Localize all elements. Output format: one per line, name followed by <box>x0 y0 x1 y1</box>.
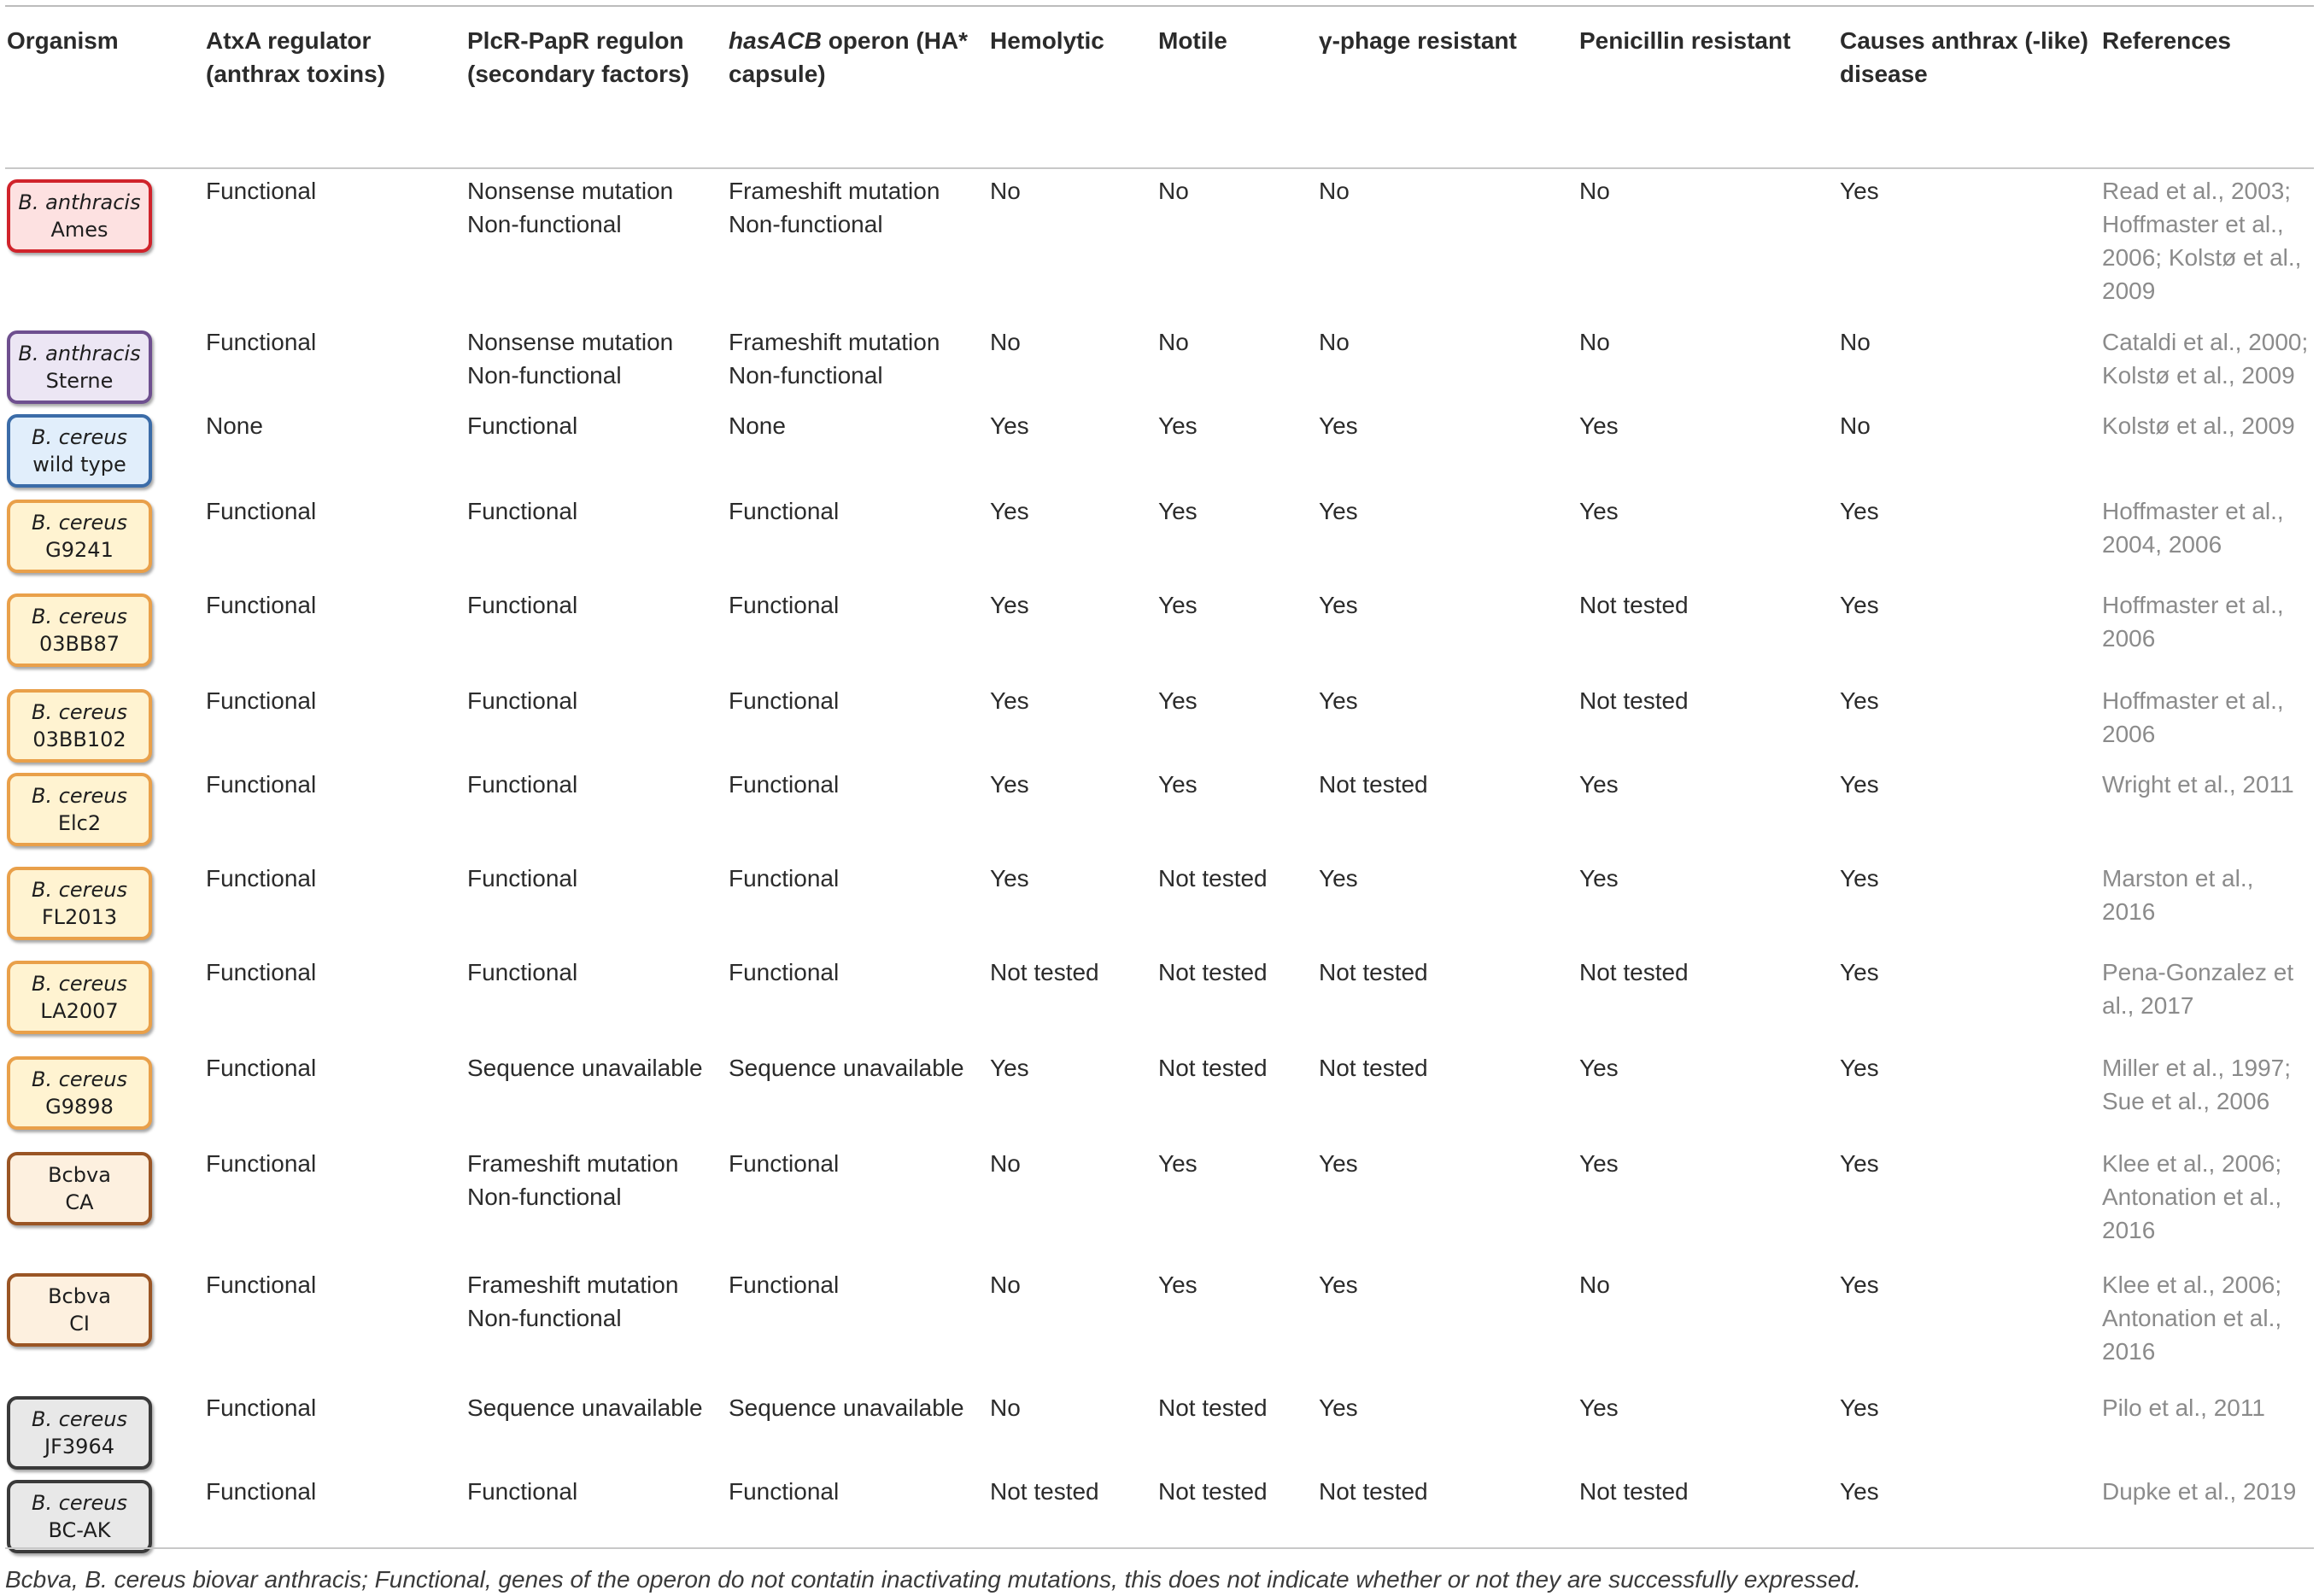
hemolytic-cell: Yes <box>990 592 1029 618</box>
hasacb-cell: Frameshift mutation Non-functional <box>729 178 940 237</box>
organism-species: B. anthracis <box>18 190 141 214</box>
table-row <box>5 856 2314 950</box>
plcr-cell: Functional <box>467 412 578 439</box>
table-row <box>5 404 2314 489</box>
table-row <box>5 679 2314 763</box>
organism-species: B. cereus <box>31 511 128 535</box>
penicillin-cell: Yes <box>1579 771 1619 798</box>
header-references: References <box>2100 6 2314 168</box>
table-footnote: Bcbva, B. cereus biovar anthracis; Functional, genes of the operon do not contatin inactivating mutations, this does not indicate whether or not they are successfully expressed. <box>5 1547 2314 1596</box>
organism-cell <box>5 320 204 404</box>
organism-strain: CA <box>65 1190 94 1214</box>
plcr-cell: Functional <box>467 959 578 985</box>
motile-cell: Yes <box>1158 498 1198 524</box>
hasacb-cell: Functional <box>729 865 840 892</box>
penicillin-cell: No <box>1579 329 1610 355</box>
organism-badge <box>7 1056 152 1130</box>
table-row <box>5 1386 2314 1470</box>
organism-species: B. cereus <box>31 425 128 449</box>
motile-cell: Not tested <box>1158 1394 1268 1421</box>
penicillin-cell: Yes <box>1579 1055 1619 1081</box>
organism-cell <box>5 950 204 1046</box>
organism-cell <box>5 404 204 489</box>
table-row <box>5 763 2314 856</box>
organism-badge <box>7 689 152 763</box>
atxa-cell: Functional <box>206 498 317 524</box>
header-penicillin: Penicillin resistant <box>1578 6 1838 168</box>
phage-cell: Yes <box>1319 592 1358 618</box>
atxa-cell: Functional <box>206 959 317 985</box>
organism-strain: LA2007 <box>40 999 119 1023</box>
anthrax-cell: Yes <box>1840 771 1879 798</box>
hemolytic-cell: Not tested <box>990 1478 1099 1505</box>
motile-cell: No <box>1158 329 1189 355</box>
hemolytic-cell: Yes <box>990 498 1029 524</box>
anthrax-cell: Yes <box>1840 959 1879 985</box>
references-cell: Pena-Gonzalez et al., 2017 <box>2102 959 2294 1019</box>
motile-cell: Yes <box>1158 1150 1198 1177</box>
penicillin-cell: Yes <box>1579 498 1619 524</box>
organism-species: B. anthracis <box>18 342 141 365</box>
plcr-cell: Nonsense mutation Non-functional <box>467 329 674 389</box>
hasacb-cell: Functional <box>729 771 840 798</box>
organism-species: B. cereus <box>31 972 128 996</box>
hemolytic-cell: Yes <box>990 1055 1029 1081</box>
hasacb-cell: Frameshift mutation Non-functional <box>729 329 940 389</box>
organism-strain: 03BB102 <box>32 728 126 751</box>
organism-strain: Elc2 <box>57 811 102 835</box>
organism-cell <box>5 856 204 950</box>
references-cell: Cataldi et al., 2000; Kolstø et al., 2009 <box>2102 329 2309 389</box>
hasacb-cell: Sequence unavailable <box>729 1394 964 1421</box>
table-row <box>5 168 2314 320</box>
phage-cell: Yes <box>1319 865 1358 892</box>
references-cell: Hoffmaster et al., 2004, 2006 <box>2102 498 2284 558</box>
anthrax-cell: Yes <box>1840 1150 1879 1177</box>
references-cell: Dupke et al., 2019 <box>2102 1478 2297 1505</box>
organism-strain: CI <box>69 1312 90 1336</box>
table-row <box>5 950 2314 1046</box>
table-row <box>5 1142 2314 1263</box>
phage-cell: No <box>1319 178 1350 204</box>
anthrax-cell: No <box>1840 329 1871 355</box>
plcr-cell: Functional <box>467 592 578 618</box>
atxa-cell: Functional <box>206 1478 317 1505</box>
organism-badge <box>7 1152 152 1225</box>
phage-cell: Yes <box>1319 412 1358 439</box>
motile-cell: Yes <box>1158 592 1198 618</box>
organism-badge <box>7 773 152 846</box>
atxa-cell: Functional <box>206 1272 317 1298</box>
motile-cell: Yes <box>1158 412 1198 439</box>
organism-cell <box>5 168 204 320</box>
motile-cell: Not tested <box>1158 1055 1268 1081</box>
atxa-cell: Functional <box>206 1394 317 1421</box>
header-hasacb: hasACB operon (HA* capsule) <box>727 6 988 168</box>
hasacb-cell: Functional <box>729 498 840 524</box>
plcr-cell: Functional <box>467 687 578 714</box>
organism-cell <box>5 1046 204 1142</box>
header-phage: γ-phage resistant <box>1317 6 1578 168</box>
hemolytic-cell: No <box>990 329 1021 355</box>
anthrax-cell: No <box>1840 412 1871 439</box>
phage-cell: Not tested <box>1319 771 1428 798</box>
motile-cell: Not tested <box>1158 959 1268 985</box>
motile-cell: Not tested <box>1158 1478 1268 1505</box>
header-row <box>5 6 2314 168</box>
atxa-cell: Functional <box>206 865 317 892</box>
plcr-cell: Frameshift mutation Non-functional <box>467 1272 679 1331</box>
references-cell: Hoffmaster et al., 2006 <box>2102 687 2284 747</box>
phage-cell: Yes <box>1319 687 1358 714</box>
organism-badge <box>7 1273 152 1347</box>
organism-strain: Sterne <box>45 369 114 393</box>
organism-cell <box>5 1142 204 1263</box>
penicillin-cell: No <box>1579 1272 1610 1298</box>
plcr-cell: Sequence unavailable <box>467 1394 703 1421</box>
penicillin-cell: Yes <box>1579 412 1619 439</box>
references-cell: Miller et al., 1997; Sue et al., 2006 <box>2102 1055 2291 1114</box>
hemolytic-cell: Yes <box>990 412 1029 439</box>
organism-cell <box>5 763 204 856</box>
plcr-cell: Functional <box>467 1478 578 1505</box>
atxa-cell: Functional <box>206 592 317 618</box>
organism-strain: FL2013 <box>41 905 118 929</box>
hemolytic-cell: Yes <box>990 687 1029 714</box>
organism-strain: JF3964 <box>44 1435 114 1459</box>
phage-cell: Yes <box>1319 1394 1358 1421</box>
anthrax-cell: Yes <box>1840 865 1879 892</box>
table-row <box>5 1263 2314 1386</box>
organism-species: B. cereus <box>31 700 128 724</box>
organism-cell <box>5 583 204 679</box>
header-atxa: AtxA regulator (anthrax toxins) <box>204 6 466 168</box>
organism-strain: 03BB87 <box>38 632 120 656</box>
hasacb-cell: Functional <box>729 687 840 714</box>
atxa-cell: Functional <box>206 687 317 714</box>
organism-cell <box>5 679 204 763</box>
anthrax-cell: Yes <box>1840 178 1879 204</box>
organism-species: B. cereus <box>31 1491 128 1515</box>
organism-cell <box>5 1386 204 1470</box>
hasacb-cell: Functional <box>729 1150 840 1177</box>
table-row <box>5 583 2314 679</box>
hasacb-cell: None <box>729 412 786 439</box>
penicillin-cell: Not tested <box>1579 687 1689 714</box>
penicillin-cell: Yes <box>1579 865 1619 892</box>
anthrax-cell: Yes <box>1840 498 1879 524</box>
table-row <box>5 1046 2314 1142</box>
hasacb-cell: Functional <box>729 592 840 618</box>
table-row <box>5 489 2314 583</box>
organism-strain: G9241 <box>45 538 114 562</box>
organism-badge <box>7 1396 152 1470</box>
anthrax-cell: Yes <box>1840 687 1879 714</box>
motile-cell: No <box>1158 178 1189 204</box>
header-organism: Organism <box>5 6 204 168</box>
phage-cell: Not tested <box>1319 959 1428 985</box>
hasacb-cell: Sequence unavailable <box>729 1055 964 1081</box>
hemolytic-cell: No <box>990 1150 1021 1177</box>
phage-cell: Yes <box>1319 1150 1358 1177</box>
plcr-cell: Nonsense mutation Non-functional <box>467 178 674 237</box>
organism-badge <box>7 414 152 488</box>
phage-cell: Yes <box>1319 498 1358 524</box>
comparison-table <box>5 5 2314 1565</box>
table-body <box>5 168 2314 1565</box>
motile-cell: Not tested <box>1158 865 1268 892</box>
hemolytic-cell: Yes <box>990 865 1029 892</box>
organism-badge <box>7 330 152 404</box>
hemolytic-cell: Not tested <box>990 959 1099 985</box>
penicillin-cell: Yes <box>1579 1394 1619 1421</box>
organism-species: B. cereus <box>31 878 128 902</box>
organism-badge <box>7 500 152 573</box>
organism-strain: wild type <box>32 453 126 476</box>
atxa-cell: Functional <box>206 1055 317 1081</box>
anthrax-cell: Yes <box>1840 1272 1879 1298</box>
references-cell: Hoffmaster et al., 2006 <box>2102 592 2284 652</box>
motile-cell: Yes <box>1158 687 1198 714</box>
phage-cell: Not tested <box>1319 1055 1428 1081</box>
table-header <box>5 6 2314 168</box>
penicillin-cell: Not tested <box>1579 959 1689 985</box>
atxa-cell: Functional <box>206 329 317 355</box>
organism-species: B. cereus <box>31 605 128 628</box>
organism-strain: G9898 <box>45 1095 114 1119</box>
organism-badge <box>7 593 152 667</box>
penicillin-cell: Not tested <box>1579 592 1689 618</box>
organism-cell <box>5 489 204 583</box>
header-plcr: PlcR-PapR regulon (secondary factors) <box>466 6 727 168</box>
atxa-cell: Functional <box>206 178 317 204</box>
organism-cell <box>5 1263 204 1386</box>
organism-species: Bcbva <box>48 1163 111 1187</box>
references-cell: Pilo et al., 2011 <box>2102 1394 2265 1421</box>
penicillin-cell: Not tested <box>1579 1478 1689 1505</box>
plcr-cell: Functional <box>467 771 578 798</box>
organism-species: B. cereus <box>31 784 128 808</box>
hemolytic-cell: Yes <box>990 771 1029 798</box>
phage-cell: No <box>1319 329 1350 355</box>
references-cell: Klee et al., 2006; Antonation et al., 2016 <box>2102 1272 2282 1365</box>
penicillin-cell: No <box>1579 178 1610 204</box>
hemolytic-cell: No <box>990 1272 1021 1298</box>
references-cell: Marston et al., 2016 <box>2102 865 2254 925</box>
anthrax-cell: Yes <box>1840 1055 1879 1081</box>
phage-cell: Not tested <box>1319 1478 1428 1505</box>
plcr-cell: Sequence unavailable <box>467 1055 703 1081</box>
organism-strain: BC-AK <box>48 1518 111 1542</box>
hasacb-cell: Functional <box>729 959 840 985</box>
hasacb-cell: Functional <box>729 1478 840 1505</box>
references-cell: Wright et al., 2011 <box>2102 771 2294 798</box>
anthrax-cell: Yes <box>1840 592 1879 618</box>
anthrax-cell: Yes <box>1840 1394 1879 1421</box>
references-cell: Read et al., 2003; Hoffmaster et al., 2006; Kolstø et al., 2009 <box>2102 178 2302 304</box>
organism-species: B. cereus <box>31 1067 128 1091</box>
atxa-cell: Functional <box>206 771 317 798</box>
references-cell: Kolstø et al., 2009 <box>2102 412 2295 439</box>
plcr-cell: Frameshift mutation Non-functional <box>467 1150 679 1210</box>
hemolytic-cell: No <box>990 178 1021 204</box>
phage-cell: Yes <box>1319 1272 1358 1298</box>
references-cell: Klee et al., 2006; Antonation et al., 2016 <box>2102 1150 2282 1243</box>
hasacb-cell: Functional <box>729 1272 840 1298</box>
anthrax-cell: Yes <box>1840 1478 1879 1505</box>
header-motile: Motile <box>1157 6 1317 168</box>
motile-cell: Yes <box>1158 1272 1198 1298</box>
plcr-cell: Functional <box>467 865 578 892</box>
atxa-cell: None <box>206 412 263 439</box>
organism-badge <box>7 179 152 253</box>
organism-strain: Ames <box>50 218 108 242</box>
penicillin-cell: Yes <box>1579 1150 1619 1177</box>
organism-badge <box>7 867 152 940</box>
organism-species: Bcbva <box>48 1284 111 1308</box>
organism-badge <box>7 1480 152 1553</box>
table-row <box>5 320 2314 404</box>
hemolytic-cell: No <box>990 1394 1021 1421</box>
comparison-table-container <box>5 5 2314 1565</box>
organism-species: B. cereus <box>31 1407 128 1431</box>
atxa-cell: Functional <box>206 1150 317 1177</box>
header-hemolytic: Hemolytic <box>988 6 1157 168</box>
motile-cell: Yes <box>1158 771 1198 798</box>
organism-badge <box>7 961 152 1034</box>
plcr-cell: Functional <box>467 498 578 524</box>
header-anthrax: Causes anthrax (-like) disease <box>1838 6 2100 168</box>
